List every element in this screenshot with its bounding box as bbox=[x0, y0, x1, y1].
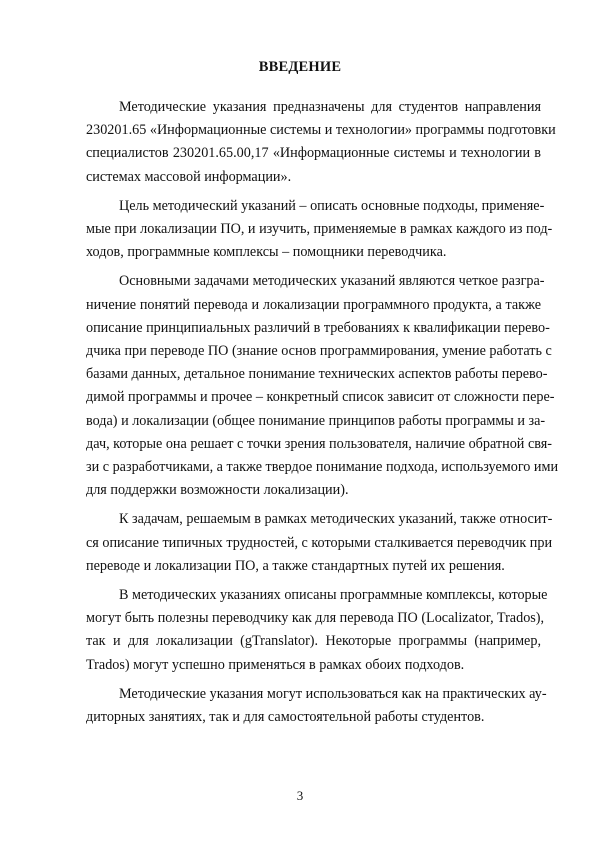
text-line: Цель методический указаний – описать основные подходы, применяе- bbox=[119, 197, 545, 214]
paragraph-1 bbox=[86, 96, 556, 189]
paragraph-2 bbox=[86, 195, 553, 265]
text-line: вода) и локализации (общее понимание принципов работы программы и за- bbox=[86, 412, 546, 429]
text-line: 230201.65 «Информационные системы и технологии» программы подготовки bbox=[86, 122, 556, 139]
text-line: Trados) могут успешно применяться в рамках обоих подходов. bbox=[86, 656, 465, 673]
text-line: диторных занятиях, так и для самостоятельной работы студентов. bbox=[86, 709, 485, 726]
text-line: ходов, программные комплексы – помощники переводчика. bbox=[86, 244, 447, 261]
text-line: Методические указания предназначены для студентов направления bbox=[119, 99, 541, 115]
text-line: базами данных, детальное понимание технических аспектов работы перево- bbox=[86, 366, 548, 383]
paragraph-6 bbox=[86, 683, 547, 729]
text-line: системах массовой информации». bbox=[86, 168, 292, 185]
text-line: Методические указания могут использоваться как на практических ау- bbox=[119, 685, 547, 702]
text-line: для поддержки возможности локализации). bbox=[86, 482, 349, 499]
paragraph-4 bbox=[86, 508, 553, 578]
text-line: мые при локализации ПО, и изучить, применяемые в рамках каждого из под- bbox=[86, 221, 553, 238]
text-line: дчика при переводе ПО (знание основ программирования, умение работать с bbox=[86, 343, 552, 360]
text-line: В методических указаниях описаны программные комплексы, которые bbox=[119, 587, 548, 604]
paragraph-5 bbox=[86, 584, 548, 677]
text-line: зи с разработчиками, а также твердое понимание подхода, используемого ими bbox=[86, 459, 559, 476]
text-line: ничение понятий перевода и локализации программного продукта, а также bbox=[86, 296, 541, 313]
text-line: описание принципиальных различий в требованиях к квалификации перево- bbox=[86, 319, 550, 336]
text-line: Основными задачами методических указаний являются четкое разгра- bbox=[119, 273, 545, 290]
text-line: могут быть полезны переводчику как для перевода ПО (Localizator, Trados), bbox=[86, 610, 545, 627]
page-number: 3 bbox=[296, 788, 304, 803]
page-title: ВВЕДЕНИЕ bbox=[258, 59, 342, 75]
text-line: димой программы и прочее – конкретный список зависит от сложности пере- bbox=[86, 389, 555, 406]
text-line: ся описание типичных трудностей, с которыми сталкивается переводчик при bbox=[86, 534, 553, 551]
paragraph-3 bbox=[86, 270, 559, 502]
document-body bbox=[86, 96, 559, 729]
text-line: К задачам, решаемым в рамках методических указаний, также относит- bbox=[119, 511, 553, 528]
text-line: дач, которые она решает с точки зрения пользователя, наличие обратной свя- bbox=[86, 435, 553, 452]
text-line: так и для локализации (gTranslator). Некоторые программы (например, bbox=[86, 633, 541, 650]
text-line: переводе и локализации ПО, а также стандартных путей их решения. bbox=[86, 557, 505, 574]
text-line: специалистов 230201.65.00,17 «Информационные системы и технологии в bbox=[86, 145, 541, 162]
